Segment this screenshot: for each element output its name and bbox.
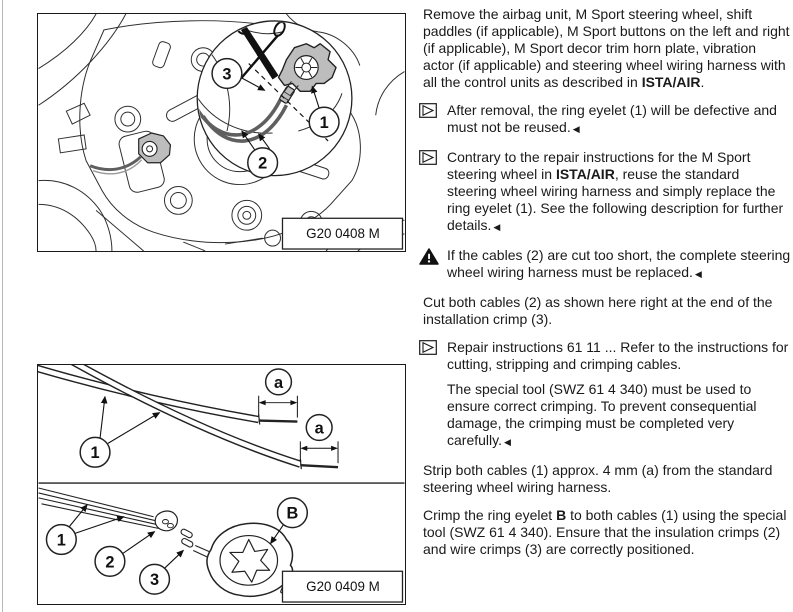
note-repair-p2: [447, 381, 791, 451]
crimped-eyelet-panel: [39, 488, 308, 596]
note-triangle-icon: [419, 339, 447, 359]
warning-body: If the cables (2) are cut too short, the complete steering wheel wiring harness must be replaced.: [447, 247, 791, 280]
note-contrary-text: [447, 149, 791, 236]
label-a-1-text: a: [273, 373, 284, 392]
callout-3-bottom-label: 3: [150, 571, 160, 590]
warning-text: [447, 247, 791, 283]
label-a-1: [266, 369, 292, 395]
crimp-pre: Crimp the ring eyelet: [423, 507, 557, 523]
note-repair-instructions: [419, 339, 791, 451]
warning-triangle-icon: [419, 247, 447, 269]
figure2-caption-box: [282, 571, 402, 602]
cable-bundle: [39, 488, 160, 529]
callout-B-label: B: [286, 504, 299, 523]
callout-1-label: 1: [319, 114, 329, 133]
crimp-post: to both cables (1) using the special tool (SWZ 61 4 340). Ensure that the insulation crimps (2) and wire crimps (3) are correctly positioned.: [423, 507, 787, 557]
callout-1-bottom-label: 1: [56, 531, 66, 550]
wire-crimp: [176, 528, 197, 548]
page-left-edge-line: [2, 0, 3, 612]
figure-strip-and-crimp: [37, 364, 406, 605]
label-a-2-text: a: [314, 419, 324, 438]
end-marker: ◀: [694, 269, 702, 279]
stripped-cables-panel: [38, 365, 338, 469]
callout-2-label: 2: [258, 154, 268, 173]
note-ring-eyelet-defective: [419, 102, 791, 138]
ista-air-bold: ISTA/AIR: [555, 166, 615, 182]
ista-air-bold: ISTA/AIR: [641, 74, 701, 90]
paragraph-crimp-eyelet: [419, 507, 791, 558]
end-marker: ◀: [572, 124, 580, 134]
ring-eyelet-B: [207, 523, 293, 596]
figure2-caption: G20 0409 M: [306, 579, 380, 595]
figure1-caption: G20 0408 M: [306, 226, 380, 242]
callout-3-bottom: [140, 550, 184, 594]
ring-eyelet-in-situ: [90, 133, 170, 174]
insulation-crimp: [155, 511, 177, 531]
note-triangle-icon: [419, 149, 447, 169]
cable-1: [38, 367, 297, 425]
figure-steering-wheel-cut: [37, 13, 406, 252]
zoom-inset-circle: [197, 21, 352, 176]
figure1-drawing: [38, 14, 405, 251]
warning-cables-too-short: [419, 247, 791, 283]
callout-1-top: [80, 397, 159, 467]
instruction-column: [419, 6, 791, 558]
note2-pre: Contrary to the repair instructions for the M Sport steering wheel in: [447, 149, 751, 182]
callout-2-bottom-label: 2: [105, 553, 115, 572]
callout-3-label: 3: [222, 65, 232, 84]
paragraph-remove-components: [419, 6, 791, 91]
end-marker: ◀: [503, 437, 511, 447]
paragraph-remove-pre: Remove the airbag unit, M Sport steering wheel, shift paddles (if applicable), M Sport buttons on the left and right (if applicable), M Sport decor trim horn plate, vibration actor (if applicable) and steering wheel wiring harness with all the control units as described in: [423, 6, 790, 90]
note-ring-eyelet-text: [447, 102, 791, 138]
eyelet-b-bold: B: [556, 507, 567, 523]
label-a-2: [306, 415, 332, 441]
note-repair-p1: Repair instructions 61 11 ... Refer to the instructions for cutting, stripping and crimping cables.: [447, 339, 789, 372]
paragraph-remove-post: .: [700, 74, 705, 90]
dimension-a-cable1: [259, 396, 298, 418]
note-contrary-instructions: [419, 149, 791, 236]
end-marker: ◀: [493, 222, 501, 232]
note-repair-p2-body: The special tool (SWZ 61 4 340) must be used to ensure correct crimping. To prevent consequential damage, the crimping must be completed very carefully.: [447, 381, 757, 448]
note2-post: , reuse the standard steering wheel wiring harness and simply replace the ring eyelet (1). See the following description for further details.: [447, 166, 784, 233]
figure2-drawing: [38, 365, 405, 604]
note-triangle-icon: [419, 102, 447, 122]
figure1-caption-box: [282, 218, 402, 249]
dimension-a-cable2: [300, 441, 338, 463]
paragraph-strip-cables: Strip both cables (1) approx. 4 mm (a) from the standard steering wheel wiring harness.: [423, 462, 773, 495]
paragraph-cut-cables: Cut both cables (2) as shown here right at the end of the installation crimp (3).: [423, 294, 773, 327]
note1-body: After removal, the ring eyelet (1) will be defective and must not be reused.: [447, 102, 777, 135]
callout-1-top-label: 1: [90, 444, 100, 463]
